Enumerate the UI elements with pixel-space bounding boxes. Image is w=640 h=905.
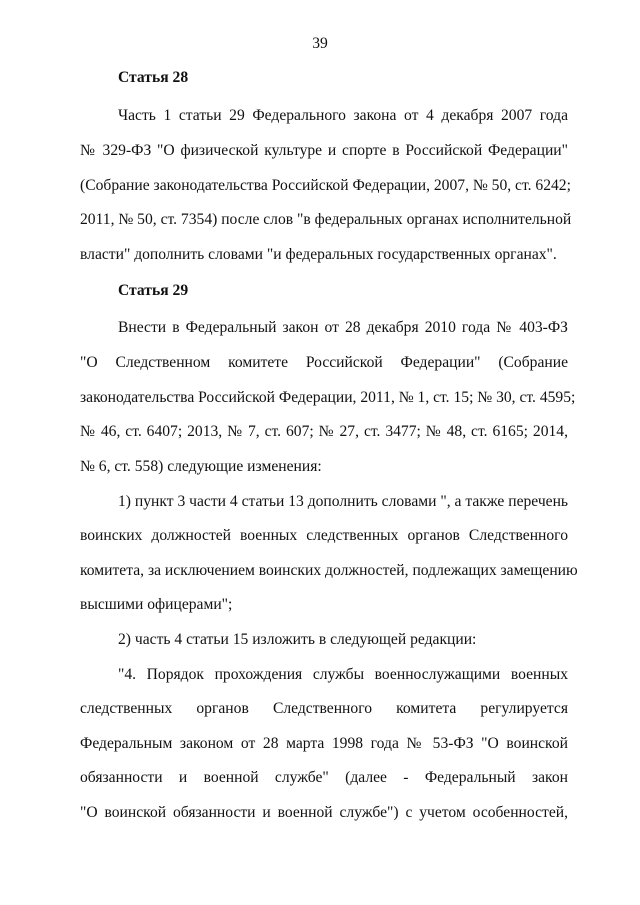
item-2-line: 2) часть 4 статьи 15 изложить в следующей редакции: xyxy=(118,631,477,648)
quote-line-5: "О воинской обязанности и военной службе") с учетом особенностей, xyxy=(80,804,568,821)
item-1-line-4: высшими офицерами"; xyxy=(80,596,233,613)
quote-line-1: "4. Порядок прохождения службы военнослужащими военных xyxy=(118,666,568,683)
article-28-line-1: Часть 1 статьи 29 Федерального закона от 4 декабря 2007 года xyxy=(118,107,568,124)
article-29-intro-line-4: № 46, ст. 6407; 2013, № 7, ст. 607; № 27, ст. 3477; № 48, ст. 6165; 2014, xyxy=(80,423,568,440)
article-28-line-3: (Собрание законодательства Российской Федерации, 2007, № 50, ст. 6242; xyxy=(80,177,571,194)
article-29-heading: Статья 29 xyxy=(118,282,189,299)
article-29-intro-line-3: законодательства Российской Федерации, 2011, № 1, ст. 15; № 30, ст. 4595; xyxy=(80,389,576,406)
article-28-line-5: власти" дополнить словами "и федеральных государственных органах". xyxy=(80,246,557,263)
article-28-line-4: 2011, № 50, ст. 7354) после слов "в федеральных органах исполнительной xyxy=(80,211,572,228)
article-29-intro-line-5: № 6, ст. 558) следующие изменения: xyxy=(80,458,322,475)
quote-line-3: Федеральным законом от 28 марта 1998 года № 53-ФЗ "О воинской xyxy=(80,735,568,752)
article-29-intro-line-1: Внести в Федеральный закон от 28 декабря 2010 года № 403-ФЗ xyxy=(118,319,568,336)
quote-line-2: следственных органов Следственного комитета регулируется xyxy=(80,700,568,717)
item-1-line-2: воинских должностей военных следственных органов Следственного xyxy=(80,527,568,544)
item-1-line-3: комитета, за исключением воинских должностей, подлежащих замещению xyxy=(80,562,578,579)
quote-line-4: обязанности и военной службе" (далее - Федеральный закон xyxy=(80,769,568,786)
page-number: 39 xyxy=(312,35,328,52)
article-28-line-2: № 329-ФЗ "О физической культуре и спорте в Российской Федерации" xyxy=(80,142,568,159)
article-29-intro-line-2: "О Следственном комитете Российской Федерации" (Собрание xyxy=(80,354,568,371)
article-28-heading: Статья 28 xyxy=(118,69,189,86)
item-1-line-1: 1) пункт 3 части 4 статьи 13 дополнить словами ", а также перечень xyxy=(118,493,569,510)
